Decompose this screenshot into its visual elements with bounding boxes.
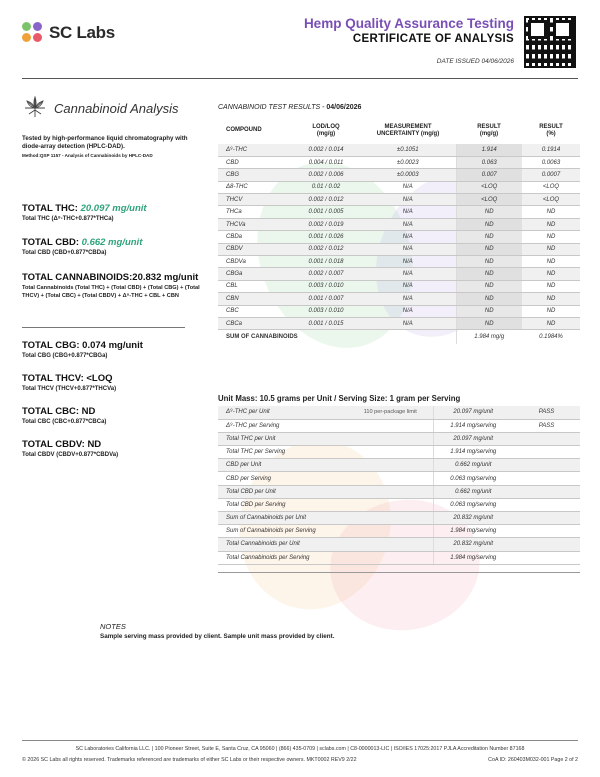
left-divider [22, 327, 185, 328]
result-pct-cell: <LOQ [522, 181, 580, 193]
results-row [218, 169, 580, 181]
amount-cell: 1.914 mg/serving [433, 419, 513, 432]
total-thcv-block [22, 373, 116, 394]
compound-cell: CBG [218, 169, 292, 181]
result-mg-cell: ND [456, 280, 522, 292]
result-mg-cell: ND [456, 218, 522, 230]
col-lod-loq: LOD/LOQ (mg/g) [312, 123, 340, 137]
lod-loq-cell: 0.003 / 0.010 [292, 280, 360, 292]
measure-cell: Total Cannabinoids per Serving [218, 551, 348, 564]
results-date: 04/06/2026 [326, 104, 362, 111]
amount-cell: 20.097 mg/unit [433, 406, 513, 419]
col-uncertainty: MEASUREMENT UNCERTAINTY (mg/g) [376, 123, 440, 137]
total-cbdv-label: TOTAL CBDV: ND [22, 439, 102, 450]
result-pct-cell: <LOQ [522, 194, 580, 206]
cannabis-leaf-icon [22, 95, 48, 121]
lod-loq-cell: 0.001 / 0.026 [292, 231, 360, 243]
results-row [218, 268, 580, 280]
compound-cell: Δ8-THC [218, 181, 292, 193]
lod-loq-cell: 0.004 / 0.011 [292, 156, 360, 168]
total-cbdv-block [22, 439, 118, 460]
measure-cell: Total THC per Serving [218, 446, 348, 459]
sc-labs-logo [22, 22, 115, 44]
result-mg-cell: ND [456, 231, 522, 243]
measure-cell: Δ⁹-THC per Serving [218, 419, 348, 432]
measure-cell: Sum of Cannabinoids per Unit [218, 512, 348, 525]
total-thcv-label: TOTAL THCV: <LOQ [22, 373, 113, 384]
result-pct-cell: ND [522, 280, 580, 292]
results-row [218, 231, 580, 243]
compound-cell: CBN [218, 293, 292, 305]
results-row [218, 256, 580, 268]
result-mg-cell: ND [456, 206, 522, 218]
amount-cell: 0.063 mg/serving [433, 498, 513, 511]
results-row [218, 156, 580, 168]
compound-cell: CBC [218, 305, 292, 317]
result-mg-cell: <LOQ [456, 194, 522, 206]
compound-cell: THCV [218, 194, 292, 206]
result-pct-cell: 0.1914 [522, 144, 580, 156]
amount-cell: 0.662 mg/unit [433, 459, 513, 472]
result-mg-cell: ND [456, 268, 522, 280]
total-cbg-block [22, 340, 143, 361]
total-cbd-label: TOTAL CBD: [22, 237, 82, 248]
results-row [218, 280, 580, 292]
header-divider [22, 78, 578, 79]
compound-cell: CBGa [218, 268, 292, 280]
analysis-heading [22, 95, 197, 121]
footer-copyright: © 2026 SC Labs all rights reserved. Trademarks referenced are trademarks of either SC Labs or their respective owners. MKT0002 REV9 2/22 [22, 757, 357, 763]
measure-cell: Total Cannabinoids per Unit [218, 538, 348, 551]
limit-cell: 110 per-package limit [348, 406, 433, 419]
results-row [218, 218, 580, 230]
result-mg-cell: ND [456, 243, 522, 255]
unit-mass-table-frame [218, 406, 580, 573]
sum-row [218, 330, 580, 344]
compound-cell: CBDVa [218, 256, 292, 268]
results-row [218, 243, 580, 255]
result-mg-cell: ND [456, 256, 522, 268]
result-pct-cell: ND [522, 243, 580, 255]
result-mg-cell: ND [456, 317, 522, 329]
result-pct-cell: 0.0063 [522, 156, 580, 168]
lod-loq-cell: 0.002 / 0.006 [292, 169, 360, 181]
lod-loq-cell: 0.002 / 0.007 [292, 268, 360, 280]
logo-text: SC Labs [49, 23, 115, 42]
total-thc-label: TOTAL THC: [22, 203, 81, 214]
uncertainty-cell: ±0.1051 [360, 144, 456, 156]
uncertainty-cell: N/A [360, 181, 456, 193]
results-row [218, 144, 580, 156]
status-cell: PASS [513, 419, 580, 432]
result-pct-cell: ND [522, 268, 580, 280]
uncertainty-cell: N/A [360, 268, 456, 280]
amount-cell: 0.063 mg/serving [433, 472, 513, 485]
compound-cell: CBD [218, 156, 292, 168]
result-pct-cell: ND [522, 293, 580, 305]
measure-cell: Sum of Cannabinoids per Serving [218, 525, 348, 538]
lod-loq-cell: 0.002 / 0.019 [292, 218, 360, 230]
compound-cell: THCa [218, 206, 292, 218]
compound-cell: Δ⁹-THC [218, 144, 292, 156]
result-pct-cell: ND [522, 231, 580, 243]
total-thc-block [22, 203, 147, 224]
total-cbd-formula: Total CBD (CBD+0.877*CBDa) [22, 250, 107, 256]
cannabinoid-results-table [218, 120, 580, 344]
uncertainty-cell: N/A [360, 256, 456, 268]
compound-cell: CBDV [218, 243, 292, 255]
lod-loq-cell: 0.002 / 0.012 [292, 243, 360, 255]
total-cannabinoids-block [22, 272, 202, 300]
compound-cell: CBL [218, 280, 292, 292]
header-title-block [304, 16, 514, 45]
lod-loq-cell: 0.01 / 0.02 [292, 181, 360, 193]
sum-label: SUM OF CANNABINOIDS [226, 334, 298, 341]
results-row [218, 317, 580, 329]
total-cbg-formula: Total CBG (CBG+0.877*CBGa) [22, 353, 108, 359]
uncertainty-cell: N/A [360, 218, 456, 230]
results-row [218, 181, 580, 193]
footer-coa-id: CoA ID: 260403M032-001 Page 2 of 2 [488, 757, 578, 763]
notes-title: NOTES [100, 622, 126, 631]
measure-cell: CBD per Unit [218, 459, 348, 472]
sum-mg: 1.984 mg/g [456, 330, 522, 344]
measure-cell: Total CBD per Unit [218, 485, 348, 498]
result-mg-cell: 0.063 [456, 156, 522, 168]
lod-loq-cell: 0.002 / 0.012 [292, 194, 360, 206]
uncertainty-cell: N/A [360, 280, 456, 292]
measure-cell: CBD per Serving [218, 472, 348, 485]
results-row [218, 206, 580, 218]
total-cbd-value: 0.662 mg/unit [81, 237, 143, 248]
lod-loq-cell: 0.001 / 0.015 [292, 317, 360, 329]
total-cannabinoids-label: TOTAL CANNABINOIDS:20.832 mg/unit [22, 272, 199, 283]
footer-bottom [22, 757, 578, 763]
total-thc-value: 20.097 mg/unit [80, 203, 147, 214]
result-pct-cell: ND [522, 206, 580, 218]
results-row [218, 305, 580, 317]
total-cbc-label: TOTAL CBC: ND [22, 406, 96, 417]
total-cannabinoids-formula: Total Cannabinoids (Total THC) + (Total CBD) + (Total CBG) + (Total THCV) + (Total CBC) + (Total CBDV) + Δ⁸-THC + CBL + CBN [22, 285, 200, 299]
uncertainty-cell: N/A [360, 317, 456, 329]
logo-mark-icon [22, 22, 44, 44]
amount-cell: 20.097 mg/unit [433, 432, 513, 445]
total-thcv-formula: Total THCV (THCV+0.877*THCVa) [22, 386, 117, 392]
lod-loq-cell: 0.001 / 0.005 [292, 206, 360, 218]
result-pct-cell: ND [522, 256, 580, 268]
total-cbg-label: TOTAL CBG: 0.074 mg/unit [22, 340, 143, 351]
total-cbdv-formula: Total CBDV (CBDV+0.877*CBDVa) [22, 452, 119, 458]
uncertainty-cell: N/A [360, 305, 456, 317]
results-header-row [218, 120, 580, 144]
result-pct-cell: ND [522, 218, 580, 230]
notes-section [100, 622, 340, 641]
cannabinoid-analysis-panel [22, 95, 197, 158]
total-thc-formula: Total THC (Δ⁹-THC+0.877*THCa) [22, 216, 114, 222]
results-row [218, 194, 580, 206]
amount-cell: 1.914 mg/serving [433, 446, 513, 459]
amount-cell: 1.984 mg/serving [433, 551, 513, 564]
lod-loq-cell: 0.002 / 0.014 [292, 144, 360, 156]
results-title: CANNABINOID TEST RESULTS - 04/06/2026 [218, 104, 362, 111]
total-cbd-block [22, 237, 142, 258]
results-row [218, 293, 580, 305]
result-pct-cell: ND [522, 317, 580, 329]
compound-cell: CBDa [218, 231, 292, 243]
col-compound: COMPOUND [226, 127, 262, 133]
compound-cell: THCVa [218, 218, 292, 230]
measure-cell: Total THC per Unit [218, 432, 348, 445]
amount-cell: 1.984 mg/serving [433, 525, 513, 538]
compound-cell: CBCa [218, 317, 292, 329]
uncertainty-cell: N/A [360, 231, 456, 243]
method-description: Tested by high-performance liquid chromatography with diode-array detection (HPLC-DAD). [22, 135, 188, 150]
unit-mass-title: Unit Mass: 10.5 grams per Unit / Serving Size: 1 gram per Serving [218, 394, 461, 403]
footer-divider [22, 740, 578, 741]
lod-loq-cell: 0.003 / 0.010 [292, 305, 360, 317]
result-mg-cell: 0.007 [456, 169, 522, 181]
result-mg-cell: 1.914 [456, 144, 522, 156]
measure-cell: Δ⁹-THC per Unit [218, 406, 348, 419]
result-pct-cell: 0.0007 [522, 169, 580, 181]
result-mg-cell: <LOQ [456, 181, 522, 193]
report-subtitle: CERTIFICATE OF ANALYSIS [352, 33, 514, 45]
result-mg-cell: ND [456, 293, 522, 305]
uncertainty-cell: N/A [360, 243, 456, 255]
amount-cell: 20.832 mg/unit [433, 538, 513, 551]
amount-cell: 0.662 mg/unit [433, 485, 513, 498]
result-mg-cell: ND [456, 305, 522, 317]
method-name: Method:QSP 1157 - Analysis of Cannabinoids by HPLC-DAD [22, 153, 153, 158]
report-title: Hemp Quality Assurance Testing [303, 16, 514, 31]
uncertainty-cell: N/A [360, 293, 456, 305]
date-issued: DATE ISSUED 04/06/2026 [436, 58, 514, 65]
total-cbc-formula: Total CBC (CBC+0.877*CBCa) [22, 419, 107, 425]
total-cbc-block [22, 406, 106, 427]
status-cell: PASS [513, 406, 580, 419]
lod-loq-cell: 0.001 / 0.007 [292, 293, 360, 305]
analysis-title: Cannabinoid Analysis [54, 100, 179, 116]
result-pct-cell: ND [522, 305, 580, 317]
uncertainty-cell: ±0.0003 [360, 169, 456, 181]
col-result-mg: RESULT (mg/g) [477, 123, 501, 137]
col-result-pct: RESULT (%) [539, 123, 563, 137]
footer-address: SC Laboratories California LLC. | 100 Pioneer Street, Suite E, Santa Cruz, CA 95060 | (866) 435-0709 | sclabs.com | C8-0000013-LIC | ISO/IES 17025:2017 PJLA Accreditation Number 87168 [75, 746, 525, 752]
notes-body: Sample serving mass provided by client. Sample unit mass provided by client. [100, 633, 335, 640]
lod-loq-cell: 0.001 / 0.018 [292, 256, 360, 268]
uncertainty-cell: ±0.0023 [360, 156, 456, 168]
sum-pct: 0.1984% [539, 334, 563, 341]
measure-cell: Total CBD per Serving [218, 498, 348, 511]
amount-cell: 20.832 mg/unit [433, 512, 513, 525]
uncertainty-cell: N/A [360, 194, 456, 206]
uncertainty-cell: N/A [360, 206, 456, 218]
qr-code-icon[interactable] [524, 16, 576, 68]
